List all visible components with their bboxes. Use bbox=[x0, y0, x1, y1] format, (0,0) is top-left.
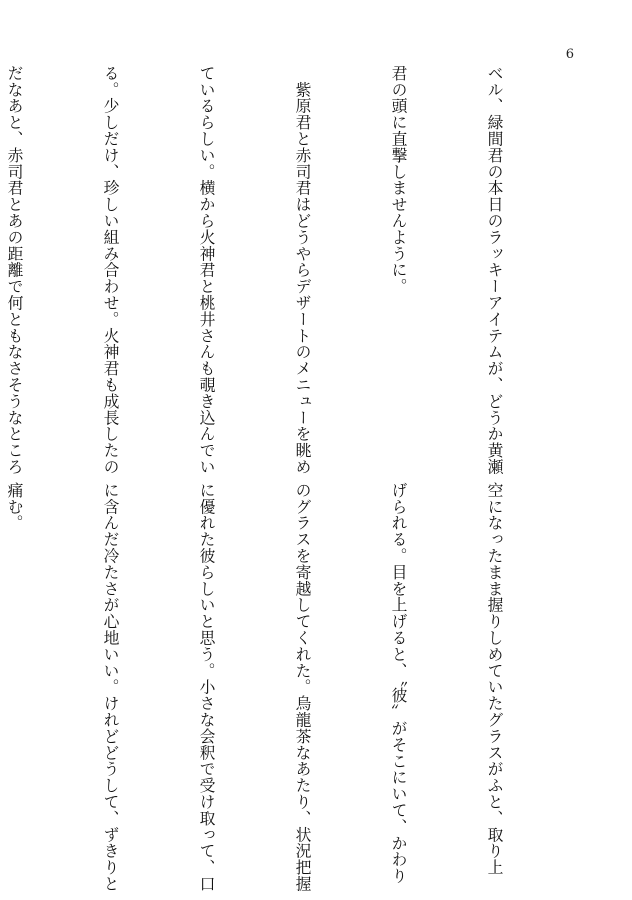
text-line: る。少しだけ、珍しい組み合わせ。火神君も成長したの bbox=[101, 65, 120, 475]
text-line: のグラスを寄越してくれた。烏龍茶なあたり、状況把握 bbox=[293, 482, 312, 892]
text-line: だなあと、赤司君とあの距離で何ともなさそうなところ bbox=[5, 65, 24, 475]
text-line: 痛む。 bbox=[5, 482, 24, 532]
text-line: 空になったまま握りしめていたグラスがふと、取り上 bbox=[485, 482, 504, 876]
text-line: 紫原君と赤司君はどうやらデザートのメニューを眺め bbox=[293, 65, 312, 475]
upper-text-block bbox=[5, 65, 574, 475]
text-line: ているらしい。横から火神君と桃井さんも覗き込んでい bbox=[197, 65, 216, 475]
text-line: に優れた彼らしいと思う。小さな会釈で受け取って、口 bbox=[197, 482, 216, 892]
text-line: 君の頭に直撃しませんように。 bbox=[389, 65, 408, 295]
page-number: 6 bbox=[565, 47, 574, 62]
text-line: ベル、緑間君の本日のラッキーアイテムが、どうか黄瀬 bbox=[485, 65, 504, 475]
text-line: に含んだ冷たさが心地いい。けれどどうして、ずきりと bbox=[101, 482, 120, 892]
text-line: げられる。目を上げると、〝彼〟がそこにいて、かわり bbox=[389, 482, 408, 885]
lower-text-block bbox=[5, 482, 574, 892]
